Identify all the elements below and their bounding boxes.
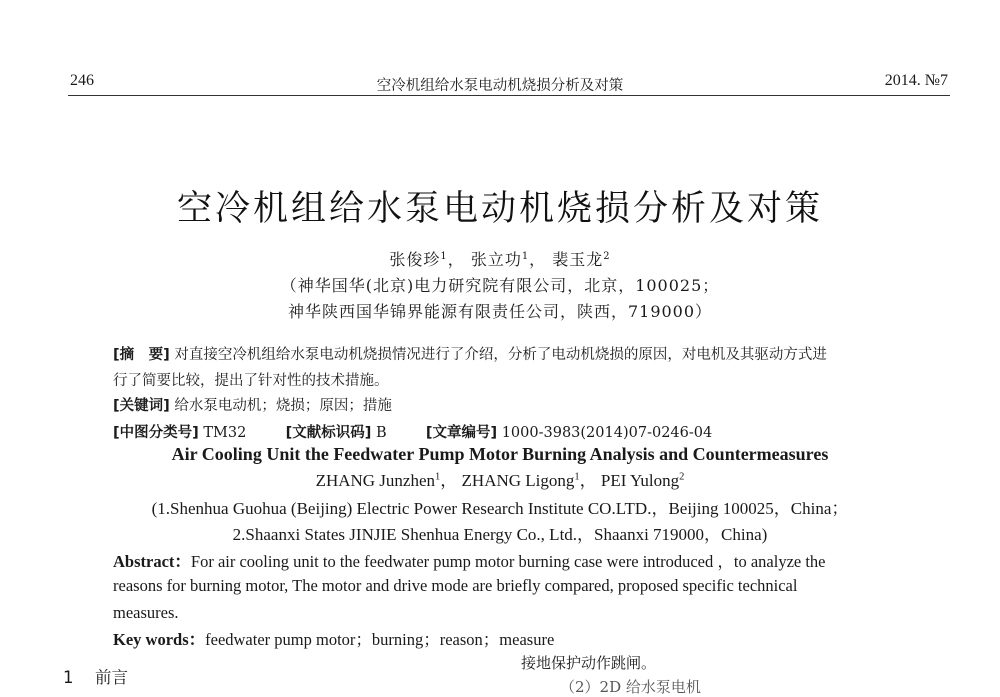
- abstract-cn-text-2: 行了简要比较，提出了针对性的技术措施。: [113, 373, 389, 389]
- running-title: 空冷机组给水泵电动机烧损分析及对策: [376, 78, 624, 94]
- author-name: ZHANG Junzhen: [315, 471, 436, 490]
- clc-value: TM32: [203, 425, 247, 441]
- author-separator: ，: [440, 471, 458, 490]
- author-separator: ，: [529, 250, 547, 269]
- abstract-cn-line-1: [113, 343, 827, 364]
- issue-number: 2014. №7: [884, 72, 948, 89]
- author-name: 裴玉龙: [552, 250, 604, 269]
- keywords-cn-text: 给水泵电动机；烧损；原因；措施: [174, 398, 392, 414]
- author-name: 张俊珍: [389, 250, 441, 269]
- column2-text-line-2: （2）2D 给水泵电机: [560, 678, 701, 696]
- author-separator: ，: [447, 250, 465, 269]
- column2-text-line-1: 接地保护动作跳闸。: [521, 654, 657, 672]
- authors-en: [0, 466, 1000, 491]
- author-affil-mark: 1: [440, 251, 448, 263]
- paper-title-cn: 空冷机组给水泵电动机烧损分析及对策: [176, 189, 823, 229]
- header-rule: [68, 95, 950, 96]
- keywords-en-label: Key words：: [113, 630, 206, 649]
- classification-line: [113, 421, 712, 442]
- abstract-cn-text-1: 对直接空冷机组给水泵电动机烧损情况进行了介绍，分析了电动机烧损的原因，对电机及其驱动方式进: [174, 347, 827, 363]
- affiliation-cn-1: （神华国华(北京)电力研究院有限公司，北京，100025；: [280, 276, 720, 295]
- author-name: PEI Yulong: [600, 471, 680, 490]
- abstract-cn-label: [摘 要]: [113, 347, 170, 363]
- affiliation-en-2: 2.Shaanxi States JINJIE Shenhua Energy Co., Ltd.，Shaanxi 719000，China): [232, 525, 768, 544]
- affiliation-en-1: (1.Shenhua Guohua (Beijing) Electric Power Research Institute CO.LTD.，Beijing 100025，China；: [151, 499, 849, 518]
- clc-label: [中图分类号]: [113, 425, 199, 441]
- abstract-en-label: Abstract：: [113, 552, 191, 571]
- abstract-en-text-1: For air cooling unit to the feedwater pump motor burning case were introduced ，to analyze the: [190, 552, 826, 571]
- section-heading: [63, 664, 128, 688]
- author-affil-mark: 1: [435, 471, 441, 483]
- doc-code-label: [文献标识码]: [285, 425, 372, 441]
- author-affil-mark: 2: [679, 471, 685, 483]
- section-title: 前言: [95, 668, 128, 687]
- affiliation-cn-2: 神华陕西国华锦界能源有限责任公司，陕西，719000）: [287, 302, 713, 321]
- abstract-en-text-3: measures.: [113, 603, 179, 622]
- author-affil-mark: 2: [603, 251, 611, 263]
- author-separator: ，: [579, 471, 597, 490]
- article-no-label: [文章编号]: [425, 425, 498, 441]
- section-number: 1: [63, 668, 74, 687]
- author-name: 张立功: [470, 250, 522, 269]
- doc-code-value: B: [375, 425, 387, 441]
- keywords-en: [113, 626, 554, 650]
- author-affil-mark: 1: [574, 471, 580, 483]
- abstract-en-line-1: [113, 548, 826, 572]
- keywords-cn-label: [关键词]: [113, 398, 170, 414]
- keywords-cn: [113, 394, 392, 415]
- page-number: 246: [70, 72, 94, 89]
- author-affil-mark: 1: [521, 251, 530, 263]
- authors-cn: [0, 247, 1000, 270]
- article-no-value: 1000-3983(2014)07-0246-04: [501, 425, 713, 441]
- abstract-en-text-2: reasons for burning motor, The motor and drive mode are briefly compared, proposed specific technical: [113, 576, 798, 595]
- paper-title-en: Air Cooling Unit the Feedwater Pump Motor Burning Analysis and Countermeasures: [171, 444, 829, 464]
- keywords-en-text: feedwater pump motor；burning；reason；measure: [205, 630, 555, 649]
- author-name: ZHANG Ligong: [461, 471, 575, 490]
